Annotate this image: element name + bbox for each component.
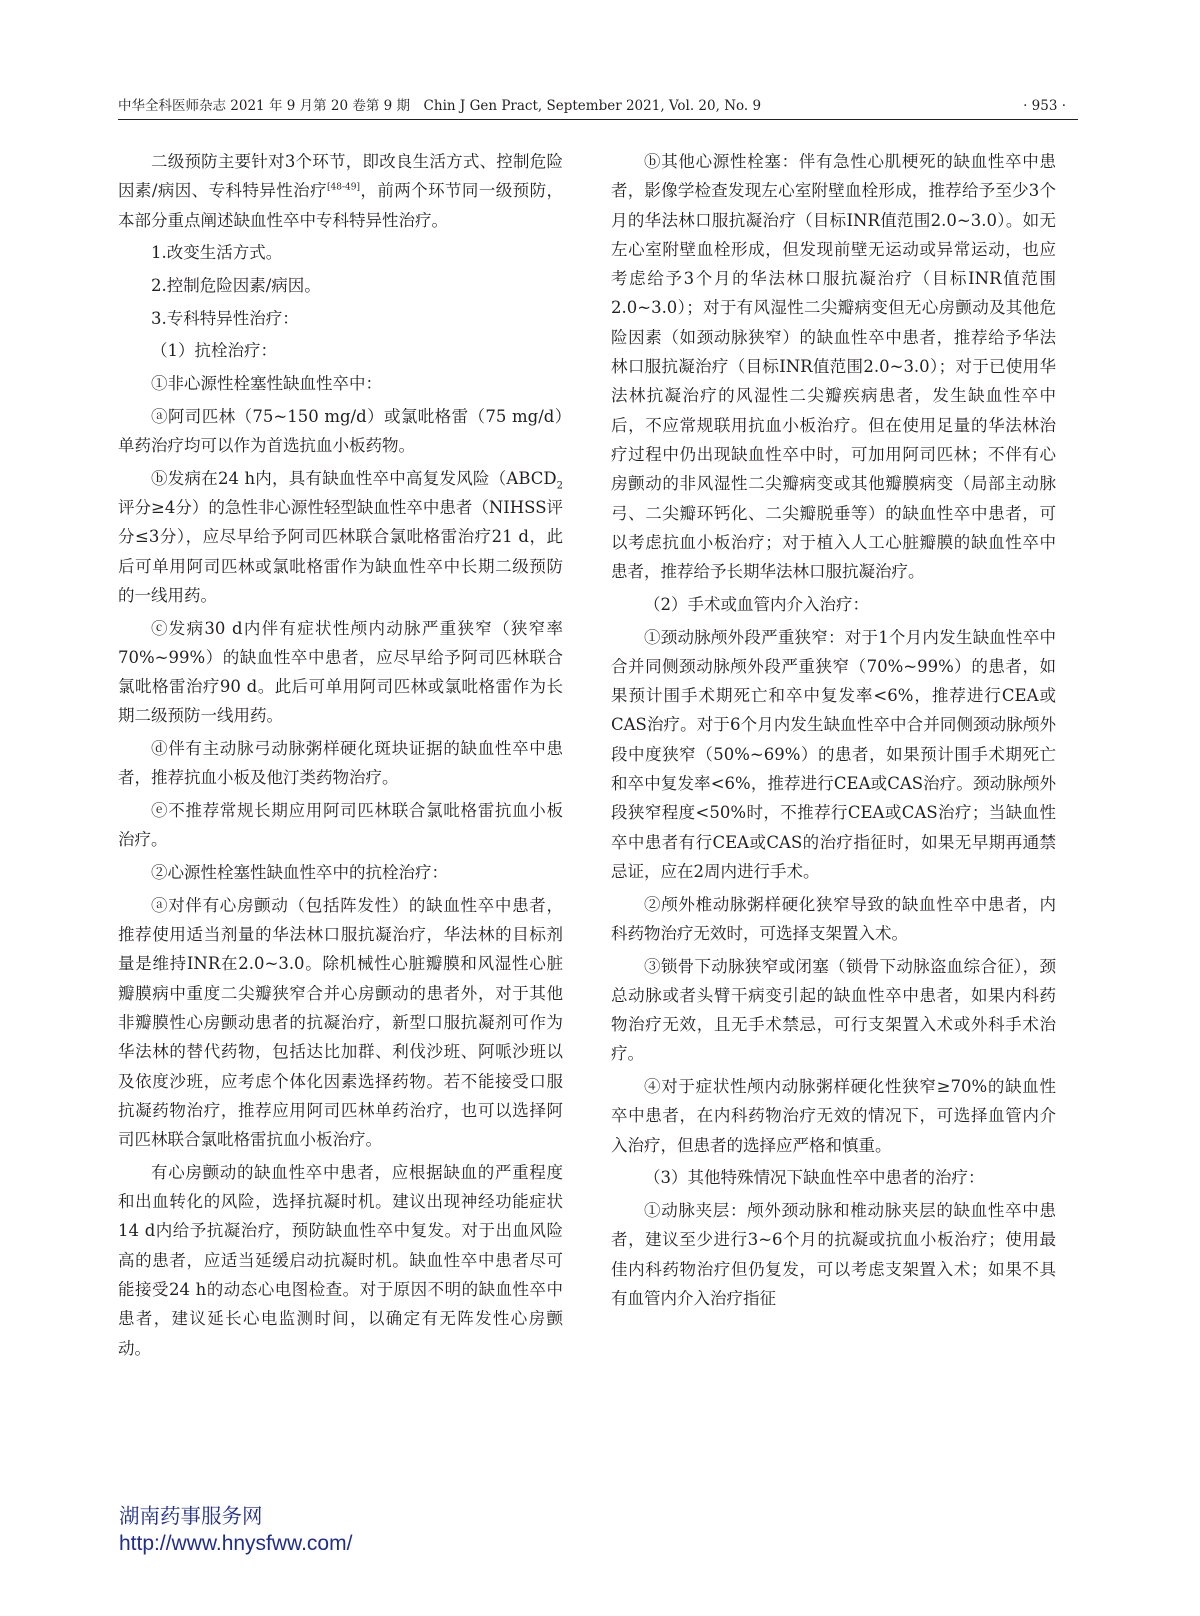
paragraph: ①颈动脉颅外段严重狭窄：对于1个月内发生缺血性卒中合并同侧颈动脉颅外段严重狭窄（70%~99%）的患者，如果预计围手术期死亡和卒中复发率<6%，推荐进行CEA或CAS治疗。对于6个月内发生缺血性卒中合并同侧颈动脉颅外段中度狭窄（50%~69%）的患者，如果预计围手术期死亡和卒中复发率<6%，推荐进行CEA或CAS治疗。颈动脉颅外段狭窄程度<50%时，不推荐行CEA或CAS治疗；当缺血性卒中患者有行CEA或CAS的治疗指征时，如果无早期再通禁忌证，应在2周内进行手术。 — [611, 627, 1056, 881]
paragraph: ④对于症状性颅内动脉粥样硬化性狭窄≥70%的缺血性卒中患者，在内科药物治疗无效的情况下，可选择血管内介入治疗，但患者的选择应严格和慎重。 — [611, 1077, 1056, 1155]
paragraph: （2）手术或血管内介入治疗： — [644, 594, 869, 614]
right-column — [611, 147, 1056, 1317]
paragraph: ⓐ阿司匹林（75~150 mg/d）或氯吡格雷（75 mg/d）单药治疗均可以作为首选抗血小板药物。 — [118, 406, 563, 456]
paragraph: ①非心源性栓塞性缺血性卒中： — [151, 374, 382, 394]
running-header — [118, 96, 1078, 120]
paragraph: ②心源性栓塞性缺血性卒中的抗栓治疗： — [151, 863, 448, 883]
paragraph: 3.专科特异性治疗： — [151, 308, 299, 328]
paragraph: （3）其他特殊情况下缺血性卒中患者的治疗： — [644, 1168, 985, 1188]
paragraph: （1）抗栓治疗： — [151, 341, 277, 361]
subscript: 2 — [556, 480, 563, 491]
citation-superscript: [48-49] — [327, 182, 360, 193]
watermark — [119, 1503, 352, 1557]
paragraph: ②颅外椎动脉粥样硬化狭窄导致的缺血性卒中患者，内科药物治疗无效时，可选择支架置入术。 — [611, 894, 1056, 943]
header-rule — [118, 119, 1078, 120]
paragraph: ⓐ对伴有心房颤动（包括阵发性）的缺血性卒中患者，推荐使用适当剂量的华法林口服抗凝治疗，华法林的目标剂量是维持INR在2.0~3.0。除机械性心脏瓣膜和风湿性心脏瓣膜病中重度二尖瓣狭窄合并心房颤动的患者外，对于其他非瓣膜性心房颤动患者的抗凝治疗，新型口服抗凝剂可作为华法林的替代药物，包括达比加群、利伐沙班、阿哌沙班以及依度沙班，应考虑个体化因素选择药物。若不能接受口服抗凝药物治疗，推荐应用阿司匹林单药治疗，也可以选择阿司匹林联合氯吡格雷抗血小板治疗。 — [118, 895, 563, 1150]
page-number: · 953 · — [1023, 98, 1066, 114]
watermark-name: 湖南药事服务网 — [119, 1504, 263, 1528]
paragraph: ⓑ其他心源性栓塞：伴有急性心肌梗死的缺血性卒中患者，影像学检查发现左心室附壁血栓形成，推荐给予至少3个月的华法林口服抗凝治疗（目标INR值范围2.0~3.0）。如无左心室附壁血栓形成，但发现前壁无运动或异常运动，也应考虑给予3个月的华法林口服抗凝治疗（目标INR值范围2.0~3.0）；对于有风湿性二尖瓣病变但无心房颤动及其他危险因素（如颈动脉狭窄）的缺血性卒中患者，推荐给予华法林口服抗凝治疗（目标INR值范围2.0~3.0）；对于已使用华法林抗凝治疗的风湿性二尖瓣疾病患者，发生缺血性卒中后，不应常规联用抗血小板治疗。但在使用足量的华法林治疗过程中仍出现缺血性卒中时，可加用阿司匹林；不伴有心房颤动的非风湿性二尖瓣病变或其他瓣膜病变（局部主动脉弓、二尖瓣环钙化、二尖瓣脱垂等）的缺血性卒中患者，可以考虑抗血小板治疗；对于植入人工心脏瓣膜的缺血性卒中患者，推荐给予长期华法林口服抗凝治疗。 — [611, 152, 1056, 582]
paragraph: ⓒ发病30 d内伴有症状性颅内动脉严重狭窄（狭窄率70%~99%）的缺血性卒中患者，应尽早给予阿司匹林联合氯吡格雷治疗90 d。此后可单用阿司匹林或氯吡格雷作为长期二级预防一线用药。 — [118, 618, 563, 726]
paragraph: ⓑ发病在24 h内，具有缺血性卒中高复发风险（$ABCD_2$评分≥4分）的急性非心源性轻型缺血性卒中患者（NIHSS评分≤3分），应尽早给予阿司匹林联合氯吡格雷治疗21 d，此后可单用阿司匹林或氯吡格雷作为缺血性卒中长期二级预防的一线用药。 — [118, 468, 563, 605]
paragraph: ⓔ不推荐常规长期应用阿司匹林联合氯吡格雷抗血小板治疗。 — [118, 801, 563, 850]
journal-citation: 中华全科医师杂志 2021 年 9 月第 20 卷第 9 期 Chin J Gen Pract, September 2021, Vol. 20, No. 9 — [118, 98, 762, 114]
paragraph: ①动脉夹层：颅外颈动脉和椎动脉夹层的缺血性卒中患者，建议至少进行3~6个月的抗凝或抗血小板治疗；使用最佳内科药物治疗但仍复发，可以考虑支架置入术；如果不具有血管内介入治疗指征 — [611, 1201, 1056, 1309]
paragraph: ③锁骨下动脉狭窄或闭塞（锁骨下动脉盗血综合征），颈总动脉或者头臂干病变引起的缺血性卒中患者，如果内科药物治疗无效，且无手术禁忌，可行支架置入术或外科手术治疗。 — [611, 956, 1056, 1064]
paragraph: 2.控制危险因素/病因。 — [151, 275, 321, 295]
paragraph: 有心房颤动的缺血性卒中患者，应根据缺血的严重程度和出血转化的风险，选择抗凝时机。建议出现神经功能症状14 d内给予抗凝治疗，预防缺血性卒中复发。对于出血风险高的患者，应适当延缓启动抗凝时机。缺血性卒中患者尽可能接受24 h的动态心电图检查。对于原因不明的缺血性卒中患者，建议延长心电监测时间，以确定有无阵发性心房颤动。 — [118, 1162, 563, 1358]
paragraph: 1.改变生活方式。 — [151, 243, 283, 263]
paragraph: 二级预防主要针对3个环节，即改良生活方式、控制危险因素/病因、专科特异性治疗[48-49]，前两个环节同一级预防，本部分重点阐述缺血性卒中专科特异性治疗。 — [118, 152, 564, 230]
watermark-url[interactable]: http://www.hnysfww.com/ — [119, 1532, 353, 1555]
paragraph: ⓓ伴有主动脉弓动脉粥样硬化斑块证据的缺血性卒中患者，推荐抗血小板及他汀类药物治疗。 — [118, 739, 563, 788]
left-column — [118, 147, 563, 1366]
